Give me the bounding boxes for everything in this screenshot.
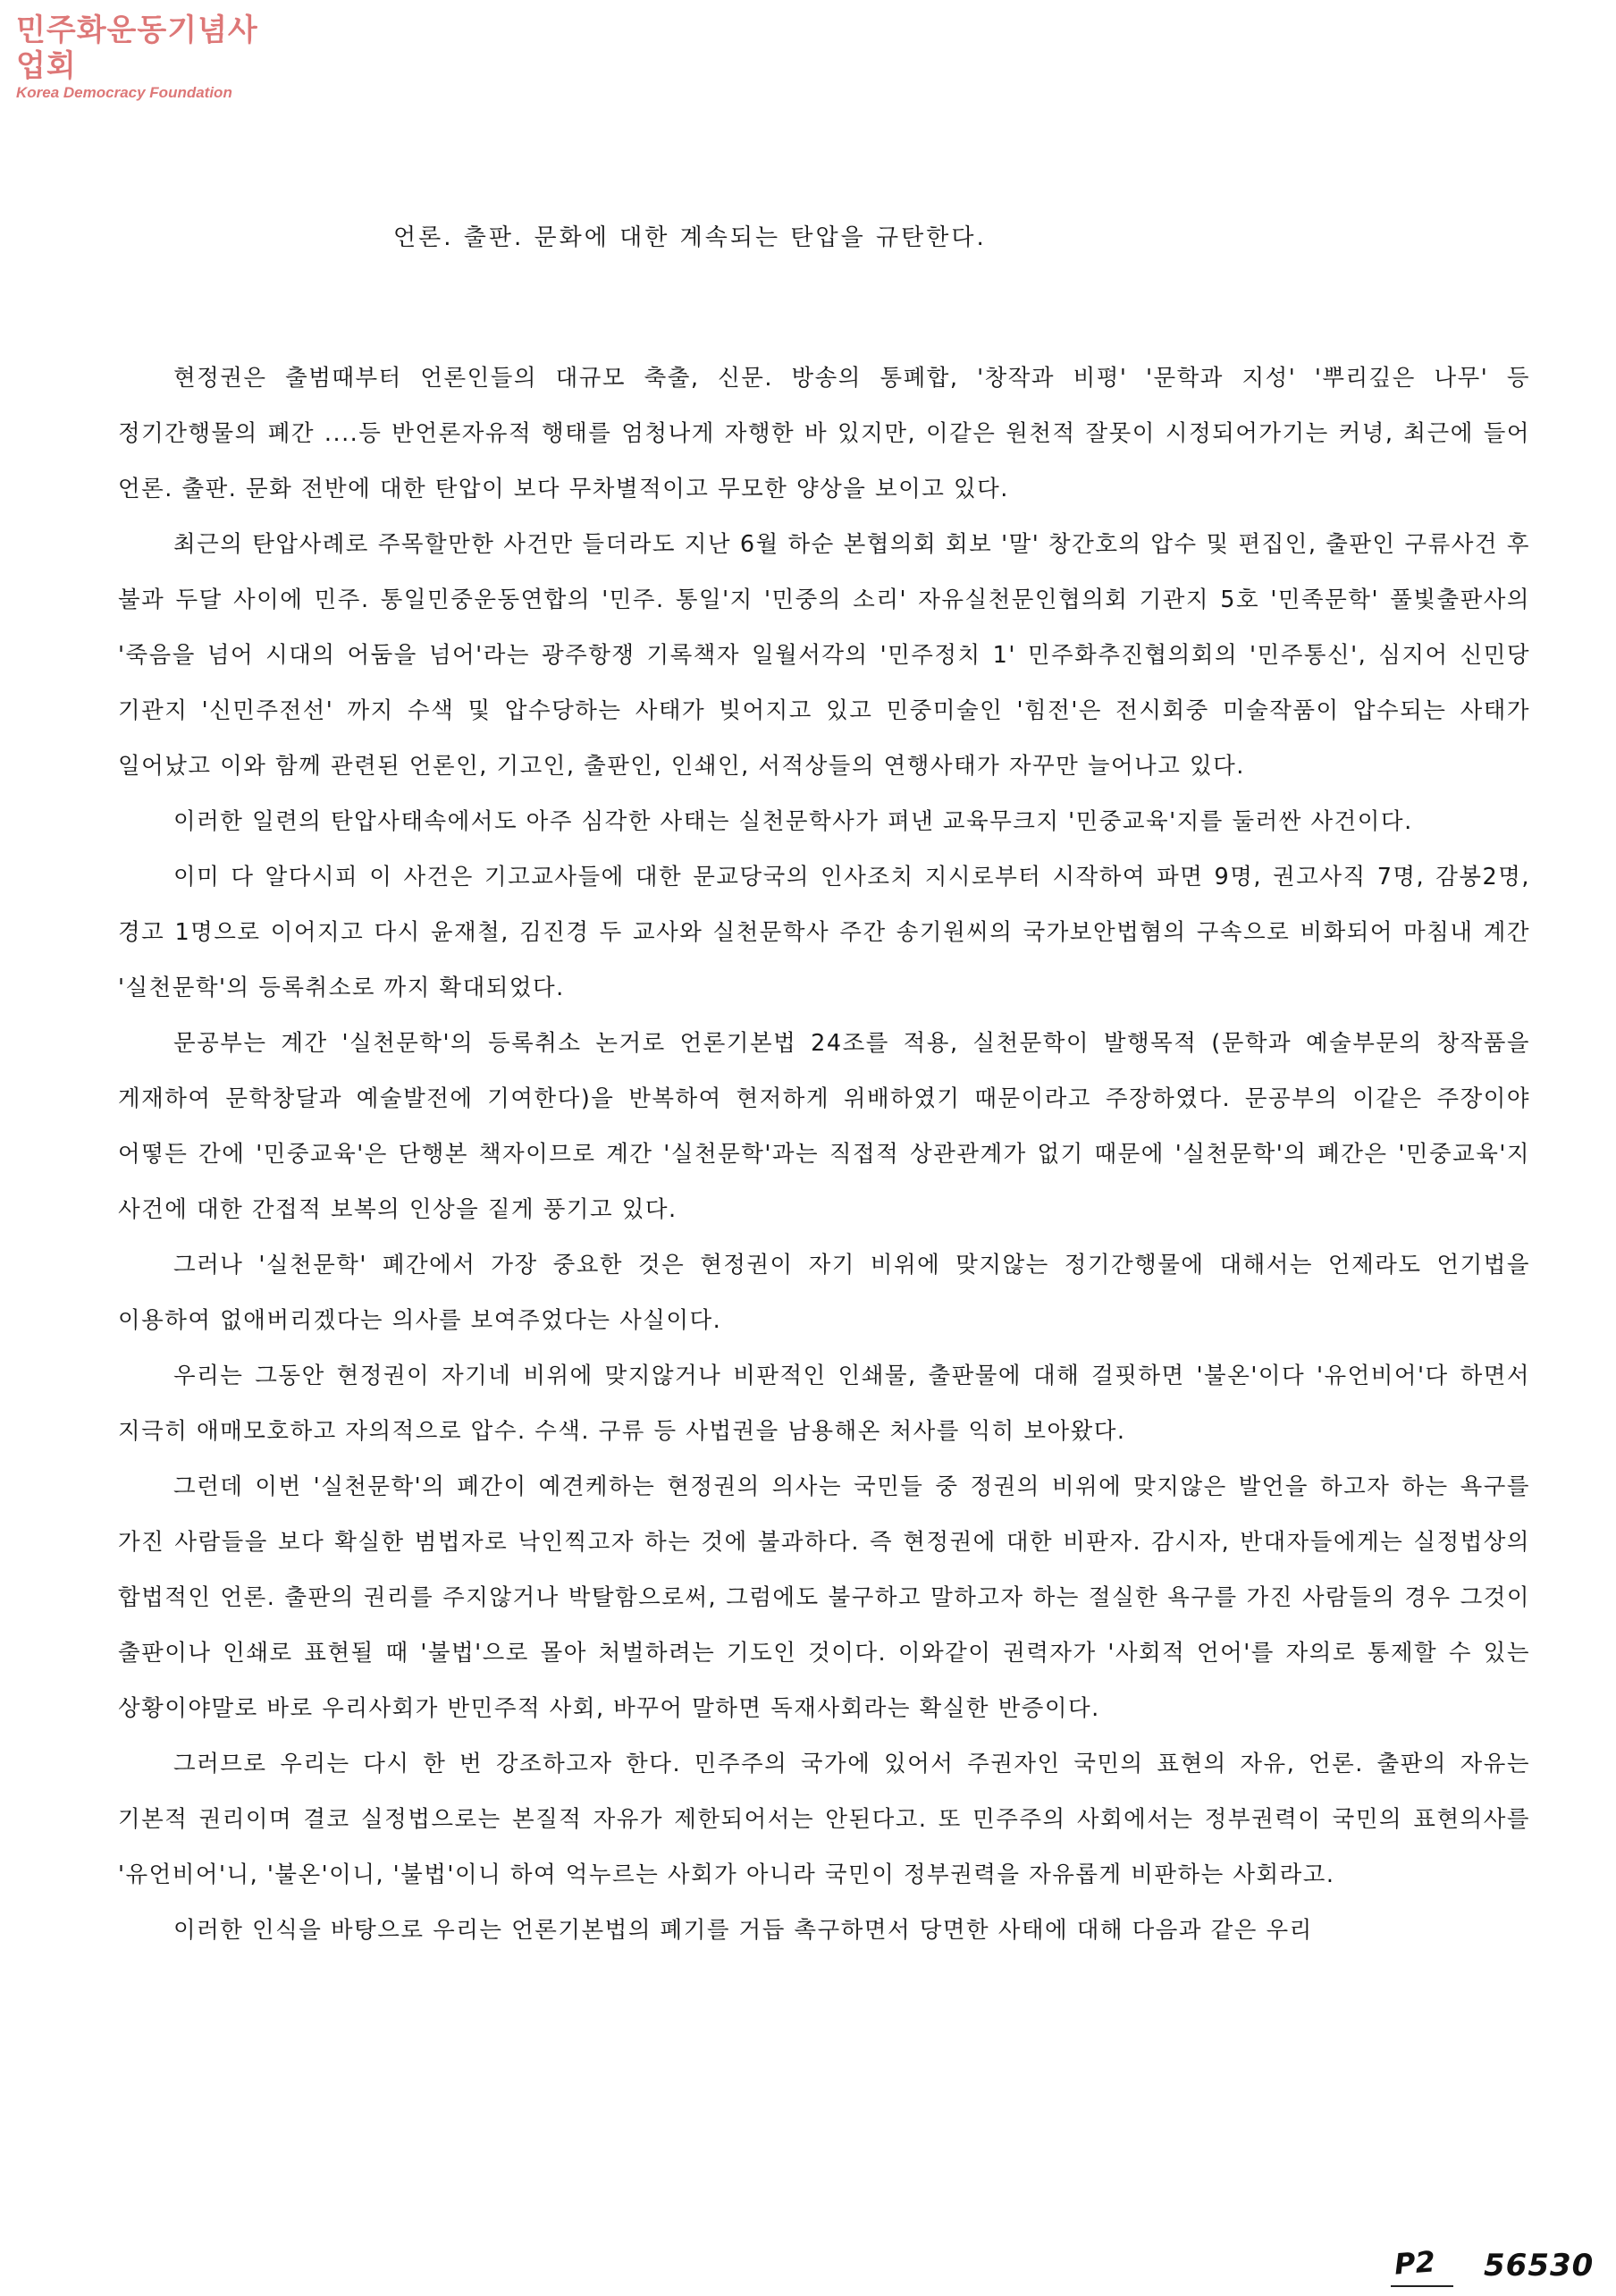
- paragraph: 그러나 '실천문학' 폐간에서 가장 중요한 것은 현정권이 자기 비위에 맞지않는 정기간행물에 대해서는 언제라도 언기법을 이용하여 없애버리겠다는 의사를 보여주었다는 사실이다.: [118, 1252, 1530, 1334]
- paragraph: 이러한 일련의 탄압사태속에서도 아주 심각한 사태는 실천문학사가 펴낸 교육무크지 '민중교육'지를 둘러싼 사건이다.: [173, 808, 1413, 835]
- handwritten-page-mark: P2: [1393, 2244, 1436, 2282]
- archive-number: 56530: [1484, 2248, 1595, 2283]
- page-mark-underline: [1391, 2285, 1453, 2287]
- paragraph: 우리는 그동안 현정권이 자기네 비위에 맞지않거나 비판적인 인쇄물, 출판물에 대해 걸핏하면 '불온'이다 '유언비어'다 하면서 지극히 애매모호하고 자의적으로 압수. 수색. 구류 등 사법권을 남용해온 처사를 익히 보아왔다.: [118, 1363, 1530, 1445]
- watermark-logo: [16, 13, 284, 102]
- document-title: 언론. 출판. 문화에 대한 계속되는 탄압을 규탄한다.: [393, 224, 987, 251]
- paragraph: 문공부는 계간 '실천문학'의 등록취소 논거로 언론기본법 24조를 적용, 실천문학이 발행목적 (문학과 예술부문의 창작품을 게재하여 문학창달과 예술발전에 기여한다)을 반복하여 현저하게 위배하였기 때문이라고 주장하였다. 문공부의 이같은 주장이야 어떻든 간에 '민중교육'은 단행본 책자이므로 계간 '실천문학'과는 직접적 상관관계가 없기 때문에 '실천문학'의 폐간은 '민중교육'지 사건에 대한 간접적 보복의 인상을 짙게 풍기고 있다.: [118, 1030, 1530, 1223]
- watermark-english: Korea Democracy Foundation: [16, 84, 232, 101]
- paragraph: 현정권은 출범때부터 언론인들의 대규모 축출, 신문. 방송의 통폐합, '창작과 비평' '문학과 지성' '뿌리깊은 나무' 등 정기간행물의 폐간 ....등 반언론자유적 행태를 엄청나게 자행한 바 있지만, 이같은 원천적 잘못이 시정되어가기는 커녕, 최근에 들어 언론. 출판. 문화 전반에 대한 탄압이 보다 무차별적이고 무모한 양상을 보이고 있다.: [118, 365, 1530, 502]
- document-body: [118, 350, 1530, 1958]
- paragraph: 그러므로 우리는 다시 한 번 강조하고자 한다. 민주주의 국가에 있어서 주권자인 국민의 표현의 자유, 언론. 출판의 자유는 기본적 권리이며 결코 실정법으로는 본질적 자유가 제한되어서는 안된다고. 또 민주주의 사회에서는 정부권력이 국민의 표현의사를 '유언비어'니, '불온'이니, '불법'이니 하여 억누르는 사회가 아니라 국민이 정부권력을 자유롭게 비판하는 사회라고.: [118, 1751, 1530, 1888]
- paragraph: 이미 다 알다시피 이 사건은 기고교사들에 대한 문교당국의 인사조치 지시로부터 시작하여 파면 9명, 권고사직 7명, 감봉2명, 경고 1명으로 이어지고 다시 윤재철, 김진경 두 교사와 실천문학사 주간 송기원씨의 국가보안법혐의 구속으로 비화되어 마침내 계간 '실천문학'의 등록취소로 까지 확대되었다.: [118, 864, 1530, 1001]
- paragraph: 이러한 인식을 바탕으로 우리는 언론기본법의 폐기를 거듭 촉구하면서 당면한 사태에 대해 다음과 같은 우리: [173, 1917, 1313, 1944]
- paragraph: 최근의 탄압사례로 주목할만한 사건만 들더라도 지난 6월 하순 본협의회 회보 '말' 창간호의 압수 및 편집인, 출판인 구류사건 후 불과 두달 사이에 민주. 통일민중운동연합의 '민주. 통일'지 '민중의 소리' 자유실천문인협의회 기관지 5호 '민족문학' 풀빛출판사의 '죽음을 넘어 시대의 어둠을 넘어'라는 광주항쟁 기록책자 일월서각의 '민주정치 1' 민주화추진협의회의 '민주통신', 심지어 신민당 기관지 '신민주전선' 까지 수색 및 압수당하는 사태가 빚어지고 있고 민중미술인 '힘전'은 전시회중 미술작품이 압수되는 사태가 일어났고 이와 함께 관련된 언론인, 기고인, 출판인, 인쇄인, 서적상들의 연행사태가 자꾸만 늘어나고 있다.: [118, 531, 1530, 780]
- watermark-korean: 민주화운동기념사업회: [16, 13, 258, 84]
- paragraph: 그런데 이번 '실천문학'의 폐간이 예견케하는 현정권의 의사는 국민들 중 정권의 비위에 맞지않은 발언을 하고자 하는 욕구를 가진 사람들을 보다 확실한 범법자로 낙인찍고자 하는 것에 불과하다. 즉 현정권에 대한 비판자. 감시자, 반대자들에게는 실정법상의 합법적인 언론. 출판의 권리를 주지않거나 박탈함으로써, 그럼에도 불구하고 말하고자 하는 절실한 욕구를 가진 사람들의 경우 그것이 출판이나 인쇄로 표현될 때 '불법'으로 몰아 처벌하려는 기도인 것이다. 이와같이 권력자가 '사회적 언어'를 자의로 통제할 수 있는 상황이야말로 바로 우리사회가 반민주적 사회, 바꾸어 말하면 독재사회라는 확실한 반증이다.: [118, 1473, 1530, 1722]
